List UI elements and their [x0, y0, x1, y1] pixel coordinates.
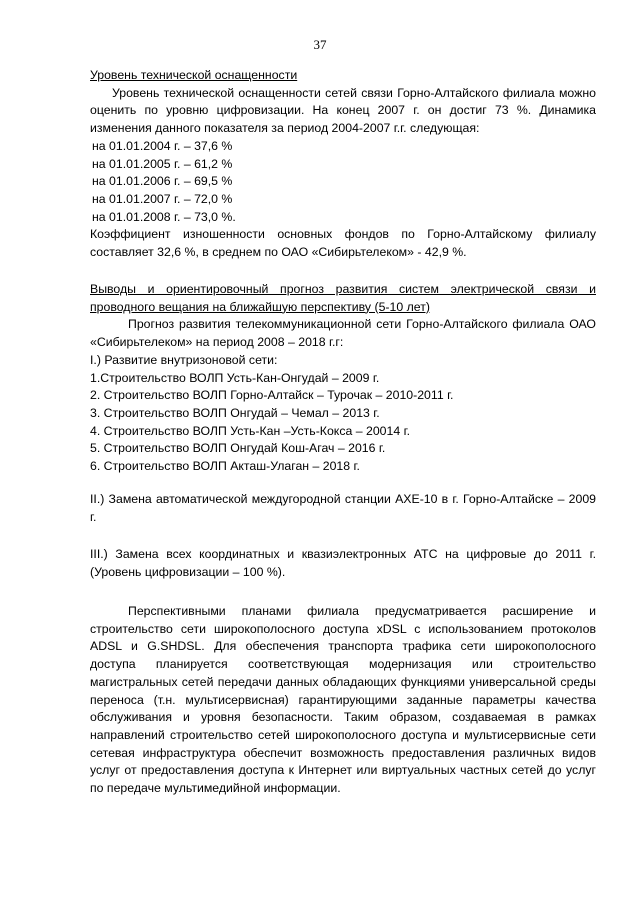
- section-technical-equipment: [90, 67, 596, 262]
- list-item: 1.Строительство ВОЛП Усть-Кан-Онгудай – 2009 г.: [90, 370, 380, 385]
- paragraph: Перспективными планами филиала предусматривается расширение и строительство сети широкополосного доступа xDSL с использованием протоколов ADSL и G.SHDSL. Для обеспечения транспорта трафика сети широкополосного доступа планируется соответствующая модернизация или строительство магистральных сетей передачи данных обладающих функциями универсальной среды переноса (т.н. мультисервисная) гарантирующими заданные параметры качества обслуживания и уровня безопасности. Таким образом, создаваемая в рамках направлений строительство сетей широкополосного доступа и мультисервисные сети сетевая инфраструктура обеспечит возможность предоставления различных видов услуг от предоставления доступа к Интернет или виртуальных частных сетей до услуг по передаче мультимедийной информации.: [90, 604, 596, 796]
- list-item: на 01.01.2008 г. – 73,0 %.: [92, 209, 236, 224]
- section-forecast: [90, 281, 596, 476]
- paragraph: Коэффициент изношенности основных фондов по Горно-Алтайскому филиалу составляет 32,6 %, в среднем по ОАО «Сибирьтелеком» - 42,9 %.: [90, 227, 596, 260]
- list-item: 4. Строительство ВОЛП Усть-Кан –Усть-Кокса – 20014 г.: [90, 423, 410, 438]
- paragraph: Прогноз развития телекоммуникационной сети Горно-Алтайского филиала ОАО «Сибирьтелеком» на период 2008 – 2018 г.г:: [90, 317, 596, 350]
- part-three: [90, 546, 596, 581]
- digitization-dynamics-list: [90, 138, 596, 227]
- list-title: I.) Развитие внутризоновой сети:: [90, 352, 278, 367]
- paragraph: III.) Замена всех координатных и квазиэлектронных АТС на цифровые до 2011 г. (Уровень цифровизации – 100 %).: [90, 547, 596, 579]
- paragraph: II.) Замена автоматической междугородной станции АХЕ-10 в г. Горно-Алтайске – 2009 г.: [90, 492, 596, 524]
- list-item: на 01.01.2004 г. – 37,6 %: [92, 138, 233, 153]
- intrazonal-network-list: [90, 370, 596, 476]
- list-item: на 01.01.2007 г. – 72,0 %: [92, 191, 233, 206]
- final-section: [90, 603, 596, 798]
- paragraph: Уровень технической оснащенности сетей связи Горно-Алтайского филиала можно оценить по уровню цифровизации. На конец 2007 г. он достиг 73 %. Динамика изменения данного показателя за период 2004-2007 г.г. следующая:: [90, 85, 596, 136]
- part-two: [90, 491, 596, 526]
- section-heading: Уровень технической оснащенности: [90, 68, 298, 82]
- list-item: 5. Строительство ВОЛП Онгудай Кош-Агач – 2016 г.: [90, 441, 386, 456]
- list-item: 3. Строительство ВОЛП Онгудай – Чемал – 2013 г.: [90, 405, 380, 420]
- list-item: 6. Строительство ВОЛП Акташ-Улаган – 2018 г.: [90, 459, 360, 474]
- list-item: 2. Строительство ВОЛП Горно-Алтайск – Турочак – 2010-2011 г.: [90, 388, 454, 403]
- list-item: на 01.01.2006 г. – 69,5 %: [92, 174, 233, 189]
- list-item: на 01.01.2005 г. – 61,2 %: [92, 156, 233, 171]
- section-heading: Выводы и ориентировочный прогноз развития систем электрической связи и проводного вещания на ближайшую перспективу (5-10 лет): [90, 282, 596, 314]
- page-number: 37: [313, 37, 327, 52]
